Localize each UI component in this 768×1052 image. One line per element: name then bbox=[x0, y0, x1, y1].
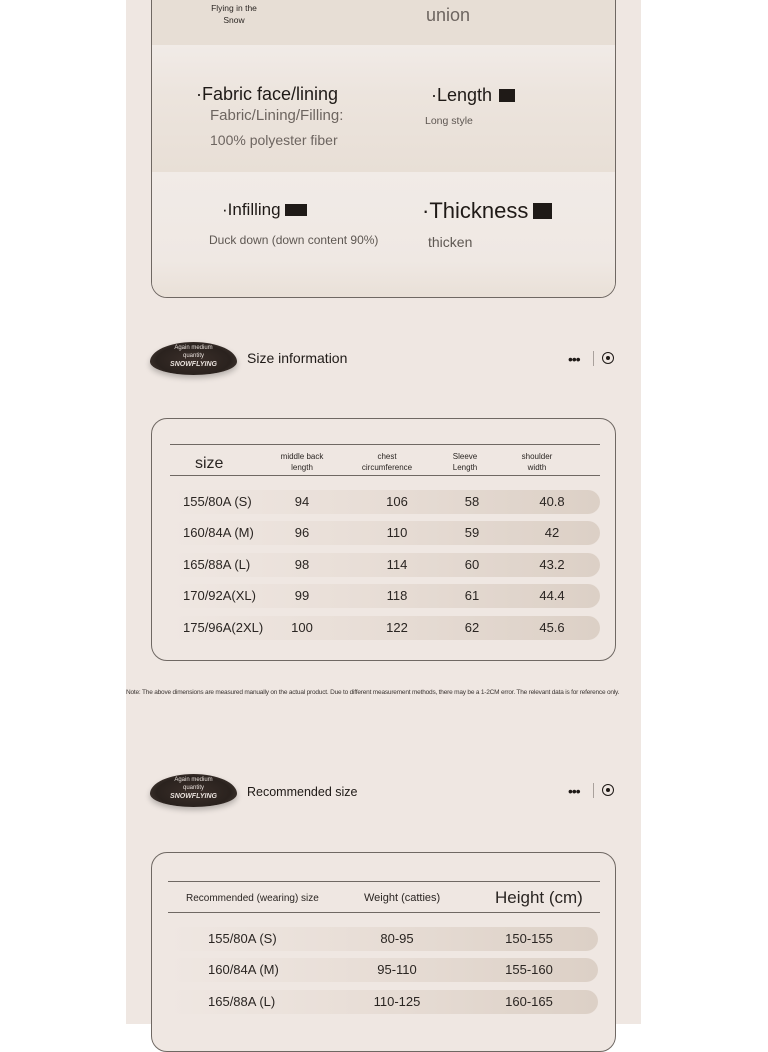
cell-size: 165/88A (L) bbox=[208, 993, 276, 1009]
cell-weight: 80-95 bbox=[380, 931, 414, 946]
infilling-value: Duck down (down content 90%) bbox=[209, 233, 379, 247]
measurement-note: Note: The above dimensions are measured manually on the actual product. Due to different measurement methods, there may be a 1-2CM error. The relevant data is for reference only. bbox=[126, 689, 620, 696]
badge-line-3: SNOWFLYING bbox=[170, 361, 217, 368]
cell-chest: 110 bbox=[386, 525, 408, 541]
cell-shoulder: 44.4 bbox=[539, 588, 565, 604]
col-header-height: Height (cm) bbox=[495, 888, 583, 907]
cell-height: 155-160 bbox=[505, 962, 553, 978]
cell-chest: 106 bbox=[386, 494, 408, 509]
cell-chest: 122 bbox=[386, 619, 408, 635]
cell-size: 160/84A (M) bbox=[183, 525, 254, 541]
badge-line-1: Again medium bbox=[174, 345, 213, 351]
target-icon[interactable] bbox=[602, 784, 614, 796]
cell-size: 155/80A (S) bbox=[208, 931, 277, 946]
missing-glyph-icon bbox=[285, 204, 307, 216]
badge-line-3: SNOWFLYING bbox=[170, 793, 217, 800]
divider bbox=[593, 783, 594, 798]
cell-shoulder: 42 bbox=[544, 525, 560, 541]
brand-badge bbox=[150, 342, 237, 375]
col-header-weight: Weight (catties) bbox=[364, 892, 441, 904]
thickness-value: thicken bbox=[428, 234, 473, 250]
size-table-card bbox=[151, 418, 616, 661]
badge-line-1: Again medium bbox=[174, 777, 213, 783]
table-top-rule bbox=[170, 444, 600, 445]
cell-shoulder: 40.8 bbox=[539, 494, 565, 509]
col-header-shoulder: shoulder width bbox=[521, 452, 553, 472]
col-header-size: size bbox=[195, 455, 224, 472]
cell-size: 155/80A (S) bbox=[183, 494, 252, 509]
table-top-rule bbox=[168, 881, 600, 882]
section-title: Recommended size bbox=[247, 785, 358, 799]
cell-chest: 114 bbox=[386, 556, 408, 572]
table-header-rule bbox=[170, 475, 600, 476]
target-icon[interactable] bbox=[602, 352, 614, 364]
col-header-back: middle back length bbox=[280, 452, 324, 472]
infilling-title: ·Infilling bbox=[222, 200, 281, 219]
size-info-header bbox=[150, 342, 620, 378]
badge-line-2: quantity bbox=[182, 785, 204, 791]
divider bbox=[593, 351, 594, 366]
cell-back: 100 bbox=[291, 619, 313, 635]
product-attributes-card bbox=[151, 0, 616, 298]
cell-back: 94 bbox=[294, 494, 310, 509]
cell-sleeve: 59 bbox=[464, 525, 480, 541]
cell-weight: 110-125 bbox=[373, 993, 421, 1009]
infilling-heading bbox=[222, 200, 307, 220]
table-header-rule bbox=[168, 912, 600, 913]
cell-chest: 118 bbox=[386, 588, 408, 604]
cell-sleeve: 62 bbox=[464, 619, 480, 635]
cell-shoulder: 43.2 bbox=[539, 556, 565, 572]
more-icon[interactable]: ••• bbox=[568, 351, 580, 367]
cell-sleeve: 60 bbox=[464, 556, 480, 572]
length-value: Long style bbox=[425, 115, 473, 127]
cell-size: 160/84A (M) bbox=[208, 962, 279, 978]
top-right-value: union bbox=[426, 5, 471, 25]
col-header-recommended: Recommended (wearing) size bbox=[186, 893, 319, 904]
missing-glyph-icon bbox=[499, 89, 515, 102]
fabric-sub: Fabric/Lining/Filling: bbox=[210, 107, 344, 124]
length-title: ·Length bbox=[431, 85, 493, 105]
cell-size: 175/96A(2XL) bbox=[183, 619, 264, 635]
more-icon[interactable]: ••• bbox=[568, 783, 580, 799]
cell-size: 165/88A (L) bbox=[183, 556, 251, 572]
cell-sleeve: 58 bbox=[464, 494, 480, 509]
cell-back: 98 bbox=[294, 556, 310, 572]
cell-back: 96 bbox=[294, 525, 310, 541]
thickness-title: ·Thickness bbox=[422, 198, 529, 223]
col-header-chest: chest circumference bbox=[361, 452, 413, 472]
length-heading bbox=[431, 85, 515, 106]
badge-line-2: quantity bbox=[182, 353, 204, 359]
brand-label: Flying in the Snow bbox=[211, 3, 257, 25]
cell-height: 160-165 bbox=[505, 993, 553, 1009]
brand-badge bbox=[150, 774, 237, 807]
cell-shoulder: 45.6 bbox=[539, 619, 565, 635]
thickness-heading bbox=[422, 198, 552, 224]
recommended-table-card bbox=[151, 852, 616, 1052]
fabric-value: 100% polyester fiber bbox=[210, 132, 338, 148]
cell-weight: 95-110 bbox=[377, 962, 417, 978]
recommended-header bbox=[150, 774, 620, 810]
fabric-title: ·Fabric face/lining bbox=[196, 84, 339, 104]
cell-height: 150-155 bbox=[505, 931, 553, 946]
section-title: Size information bbox=[247, 350, 348, 366]
missing-glyph-icon bbox=[533, 203, 552, 219]
cell-size: 170/92A(XL) bbox=[183, 588, 256, 604]
cell-back: 99 bbox=[294, 588, 310, 604]
cell-sleeve: 61 bbox=[464, 588, 480, 604]
col-header-sleeve: Sleeve Length bbox=[452, 452, 478, 472]
